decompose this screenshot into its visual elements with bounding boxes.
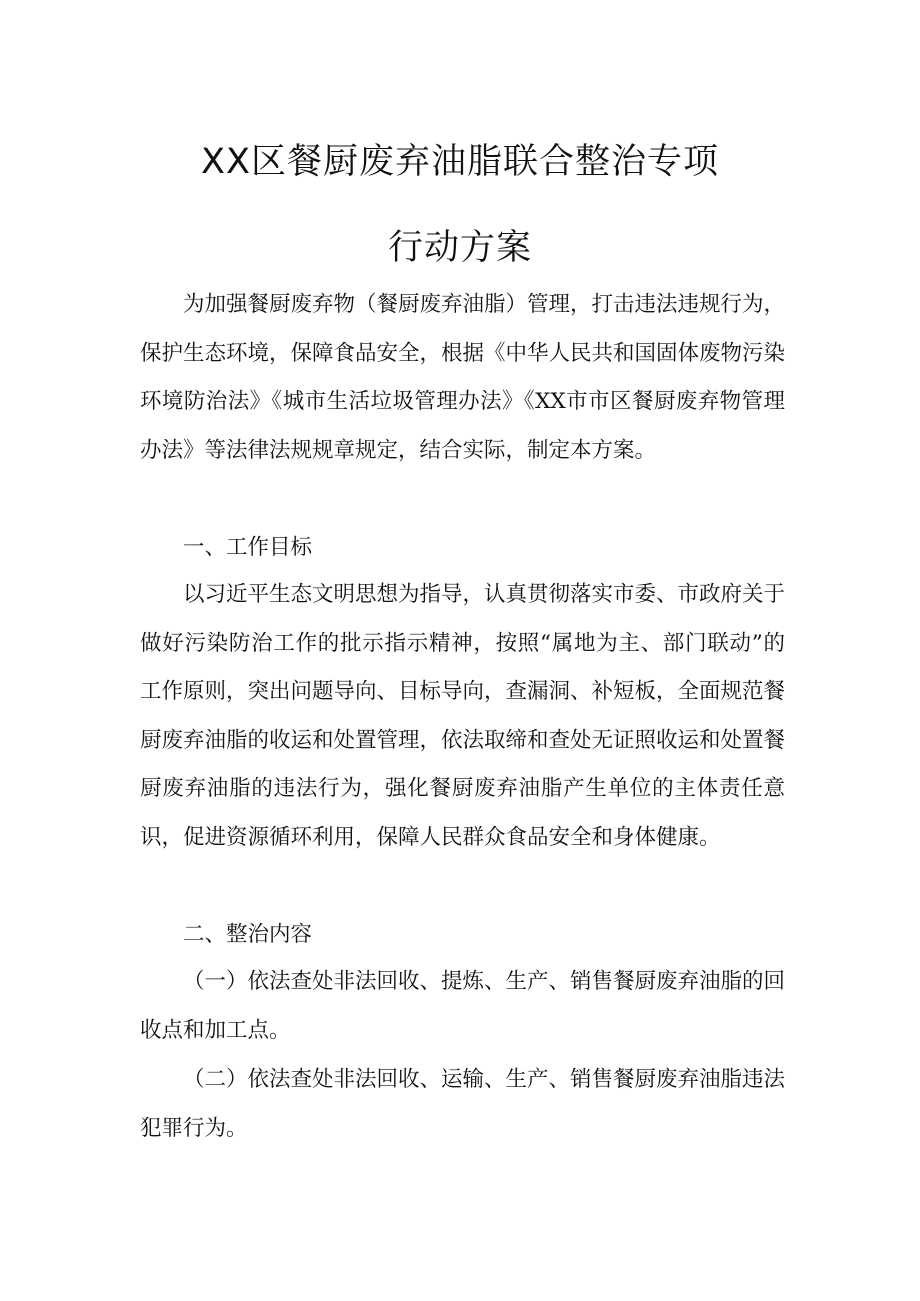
section2-heading: 二、整治内容 [183,922,313,947]
section1-paragraph: 以习近平生态文明思想为指导，认真贯彻落实市委、市政府关于做好污染防治工作的批示指示精神，按照“属地为主、部门联动”的工作原则，突出问题导向、目标导向，查漏洞、补短板，全面规范餐厨废弃油脂的收运和处置管理，依法取缔和查处无证照收运和处置餐厨废弃油脂的违法行为，强化餐厨废弃油脂产生单位的主体责任意识，促进资源循环利用，保障人民群众食品安全和身体健康。 [140,582,786,850]
document-title-line1: XX区餐厨废弃油脂联合整治专项 [201,142,719,182]
intro-paragraph: 为加强餐厨废弃物（餐厨废弃油脂）管理，打击违法违规行为，保护生态环境，保障食品安全，根据《中华人民共和国固体废物污染环境防治法》《城市生活垃圾管理办法》《XX市市区餐厨废弃物管理办法》等法律法规规章规定，结合实际，制定本方案。 [140,292,786,463]
document-title-line2: 行动方案 [387,228,532,268]
section2-item-2: （二）依法查处非法回收、运输、生产、销售餐厨废弃油脂违法犯罪行为。 [140,1067,786,1141]
section1-heading: 一、工作目标 [183,535,313,560]
section2-item-1: （一）依法查处非法回收、提炼、生产、销售餐厨废弃油脂的回收点和加工点。 [140,969,786,1043]
